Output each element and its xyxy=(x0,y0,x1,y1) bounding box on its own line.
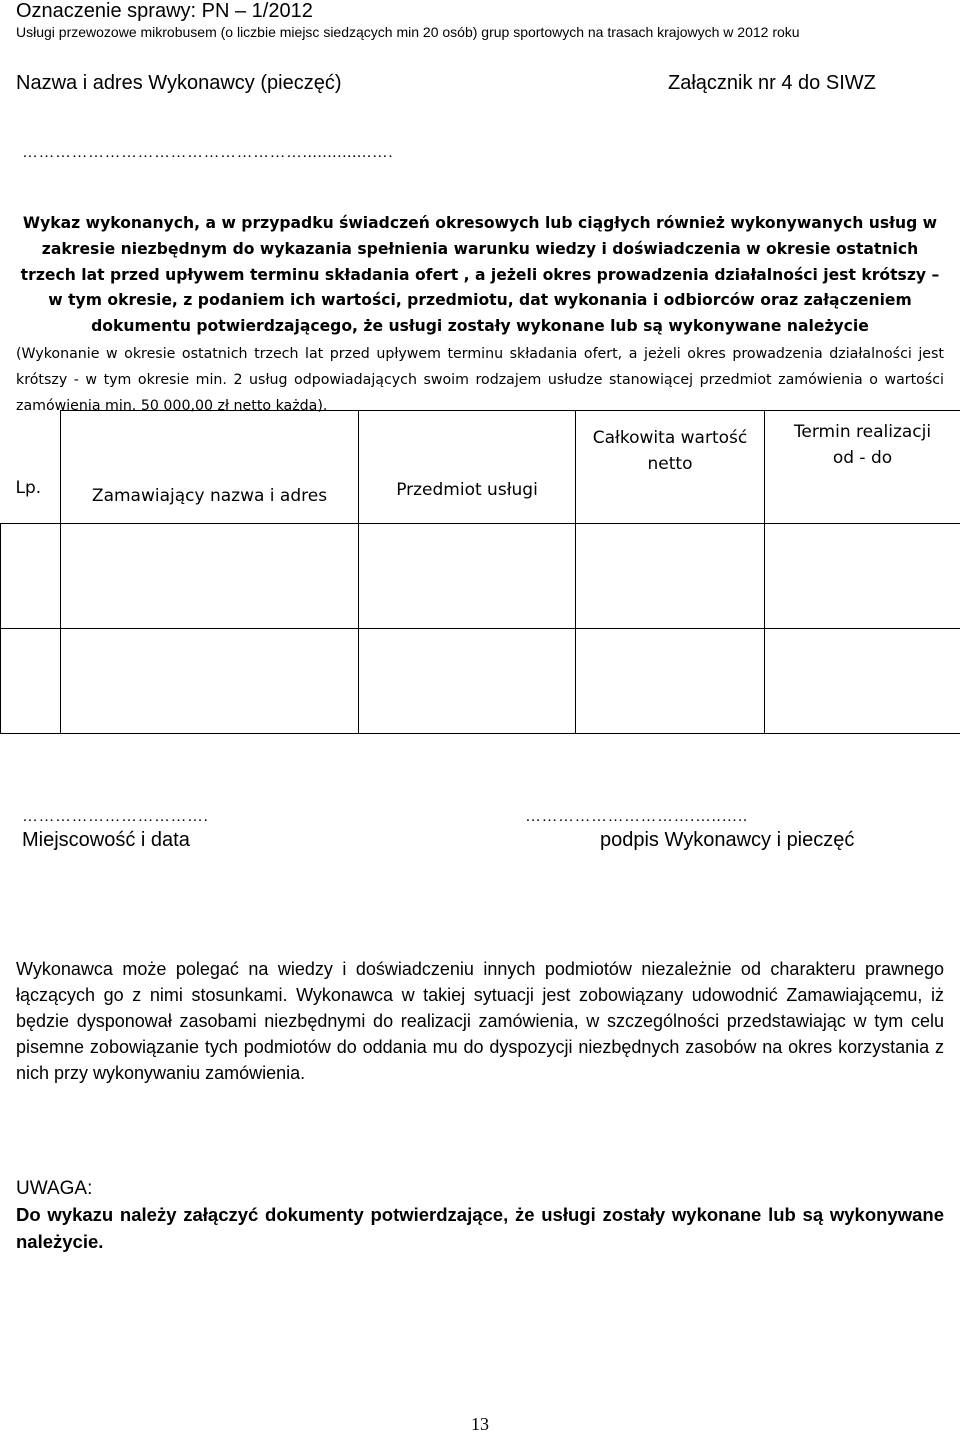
cell-lp[interactable] xyxy=(1,523,61,628)
place-date-line: ……………………………. xyxy=(22,808,209,825)
annex-label: Załącznik nr 4 do SIWZ xyxy=(668,72,876,94)
table-header-row xyxy=(1,411,960,524)
table-row xyxy=(1,628,960,733)
header-lp: Lp. xyxy=(1,411,61,524)
header-term xyxy=(765,411,960,524)
header-term-text: Termin realizacji od - do xyxy=(793,422,932,468)
warning-label: UWAGA: xyxy=(16,1178,93,1199)
cell-value[interactable] xyxy=(576,523,765,628)
resources-paragraph: Wykonawca może polegać na wiedzy i doświadczeniu innych podmiotów niezależnie od charakteru prawnego łączących go z nimi stosunkami. Wykonawca w takiej sytuacji jest zobowiązany udowodnić Zamawiającemu, iż będzie dysponował zasobami niezbędnymi do realizacji zamówienia, w szczególności przedstawiając w tym celu pisemne zobowiązanie tych podmiotów do oddania mu do dyspozycji niezbędnych zasobów na okres korzystania z nich przy wykonywaniu zamówienia. xyxy=(16,959,944,1083)
cell-subject[interactable] xyxy=(359,628,576,733)
services-table xyxy=(0,410,960,734)
cell-lp[interactable] xyxy=(1,628,61,733)
cell-subject[interactable] xyxy=(359,523,576,628)
requirement-note: (Wykonanie w okresie ostatnich trzech lat przed upływem terminu składania ofert, a jeżeli okres prowadzenia działalności jest krótszy - w tym okresie min. 2 usług odpowiadających swoim rodzajem usłudze stanowiącej przedmiot zamówienia o wartości zamówienia min. 50 000,00 zł netto każda). xyxy=(16,346,944,414)
signature-line: ………………………….…..….. xyxy=(525,808,748,825)
case-subject: Usługi przewozowe mikrobusem (o liczbie miejsc siedzących min 20 osób) grup sportowych na trasach krajowych w 2012 roku xyxy=(16,24,800,40)
header-subject: Przedmiot usługi xyxy=(359,411,576,524)
page-number: 13 xyxy=(471,1414,489,1434)
cell-client[interactable] xyxy=(61,628,359,733)
header-value-text: Całkowita wartość netto xyxy=(592,428,748,474)
cell-term[interactable] xyxy=(765,523,960,628)
cell-client[interactable] xyxy=(61,523,359,628)
cell-value[interactable] xyxy=(576,628,765,733)
contractor-stamp-line: ……………………………………………..............…. xyxy=(22,144,394,161)
warning-text: Do wykazu należy załączyć dokumenty potwierdzające, że usługi zostały wykonane lub są wykonywane należycie. xyxy=(16,1204,944,1252)
header-client: Zamawiający nazwa i adres xyxy=(61,411,359,524)
document-heading: Wykaz wykonanych, a w przypadku świadczeń okresowych lub ciągłych również wykonywanych usług w zakresie niezbędnym do wykazania spełnienia warunku wiedzy i doświadczenia w okresie ostatnich trzech lat przed upływem terminu składania ofert , a jeżeli okres prowadzenia działalności jest krótszy – w tym okresie, z podaniem ich wartości, przedmiotu, dat wykonania i odbiorców oraz załączeniem dokumentu potwierdzającego, że usługi zostały wykonane lub są wykonywane należycie xyxy=(20,214,940,336)
cell-term[interactable] xyxy=(765,628,960,733)
table-row xyxy=(1,523,960,628)
contractor-name-label: Nazwa i adres Wykonawcy (pieczęć) xyxy=(16,72,342,94)
header-value xyxy=(576,411,765,524)
signature-label: podpis Wykonawcy i pieczęć xyxy=(600,829,855,851)
place-date-label: Miejscowość i data xyxy=(22,829,190,851)
case-number: Oznaczenie sprawy: PN – 1/2012 xyxy=(16,0,313,22)
